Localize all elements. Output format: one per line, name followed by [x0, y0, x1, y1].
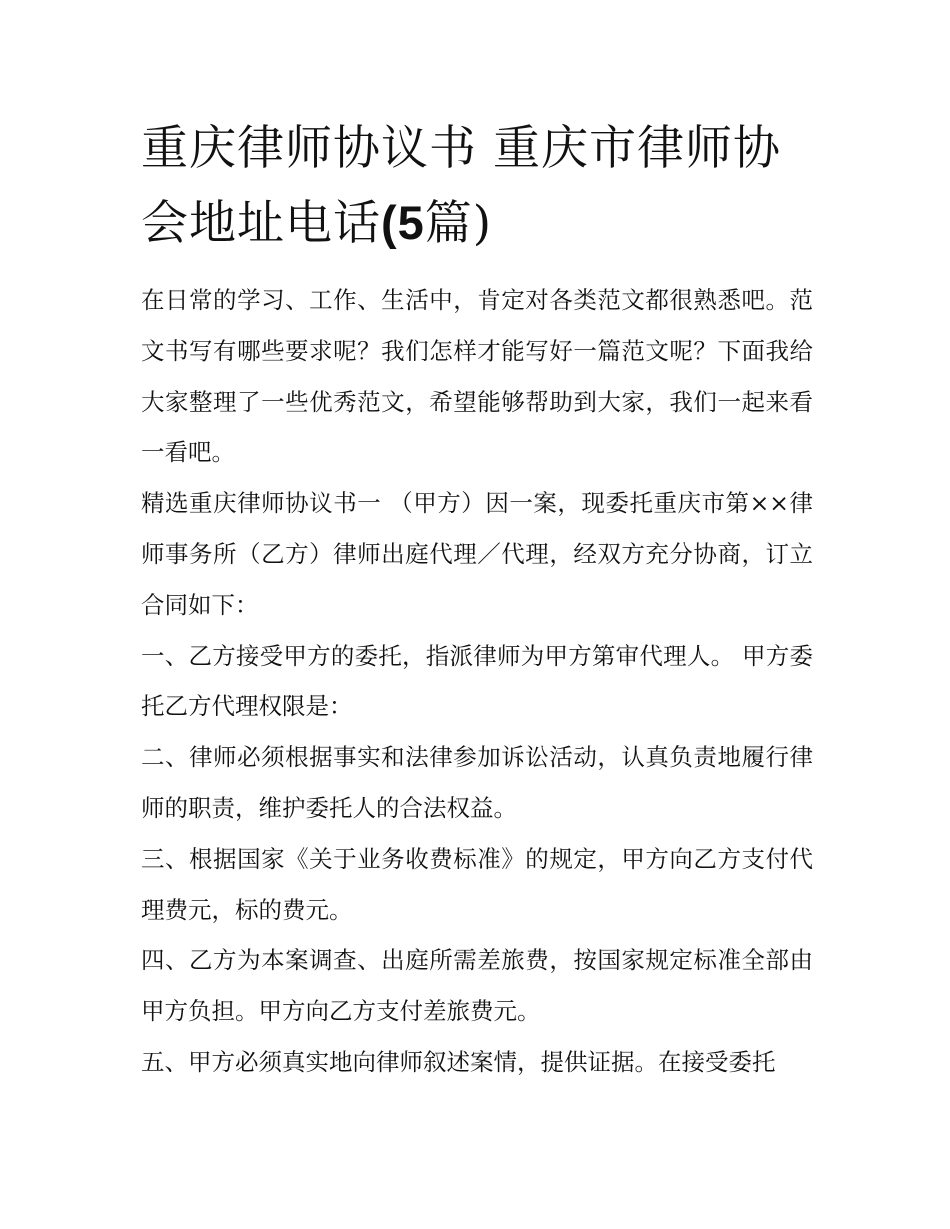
paragraph-agreement-intro: 精选重庆律师协议书一 （甲方）因一案，现委托重庆市第××律师事务所（乙方）律师出庭代理／代理，经双方充分协商，订立合同如下： — [141, 489, 813, 619]
title-line-2-end: 篇) — [424, 196, 493, 251]
paragraph-clause-1: 一、乙方接受甲方的委托，指派律师为甲方第审代理人。 甲方委托乙方代理权限是： — [141, 641, 813, 721]
title-line-2 — [141, 186, 813, 261]
title-line-2-text: 会地址电话 — [141, 196, 381, 251]
title-line-2-number: (5 — [381, 196, 425, 249]
paragraph-clause-2: 二、律师必须根据事实和法律参加诉讼活动，认真负责地履行律师的职责，维护委托人的合法权益。 — [141, 743, 813, 822]
paragraph-intro: 在日常的学习、工作、生活中，肯定对各类范文都很熟悉吧。范文书写有哪些要求呢？我们怎样才能写好一篇范文呢？下面我给大家整理了一些优秀范文，希望能够帮助到大家，我们一起来看一看吧。 — [141, 286, 813, 467]
document-content — [141, 112, 813, 1088]
title-line-1: 重庆律师协议书 重庆市律师协 — [141, 121, 781, 176]
paragraph-clause-4: 四、乙方为本案调查、出庭所需差旅费，按国家规定标准全部由甲方负担。甲方向乙方支付差旅费元。 — [141, 946, 813, 1026]
paragraph-clause-5: 五、甲方必须真实地向律师叙述案情，提供证据。在接受委托 — [141, 1047, 776, 1076]
document-body — [141, 275, 813, 1088]
paragraph-clause-3: 三、根据国家《关于业务收费标准》的规定，甲方向乙方支付代理费元，标的费元。 — [141, 844, 813, 924]
document-title — [141, 112, 813, 261]
